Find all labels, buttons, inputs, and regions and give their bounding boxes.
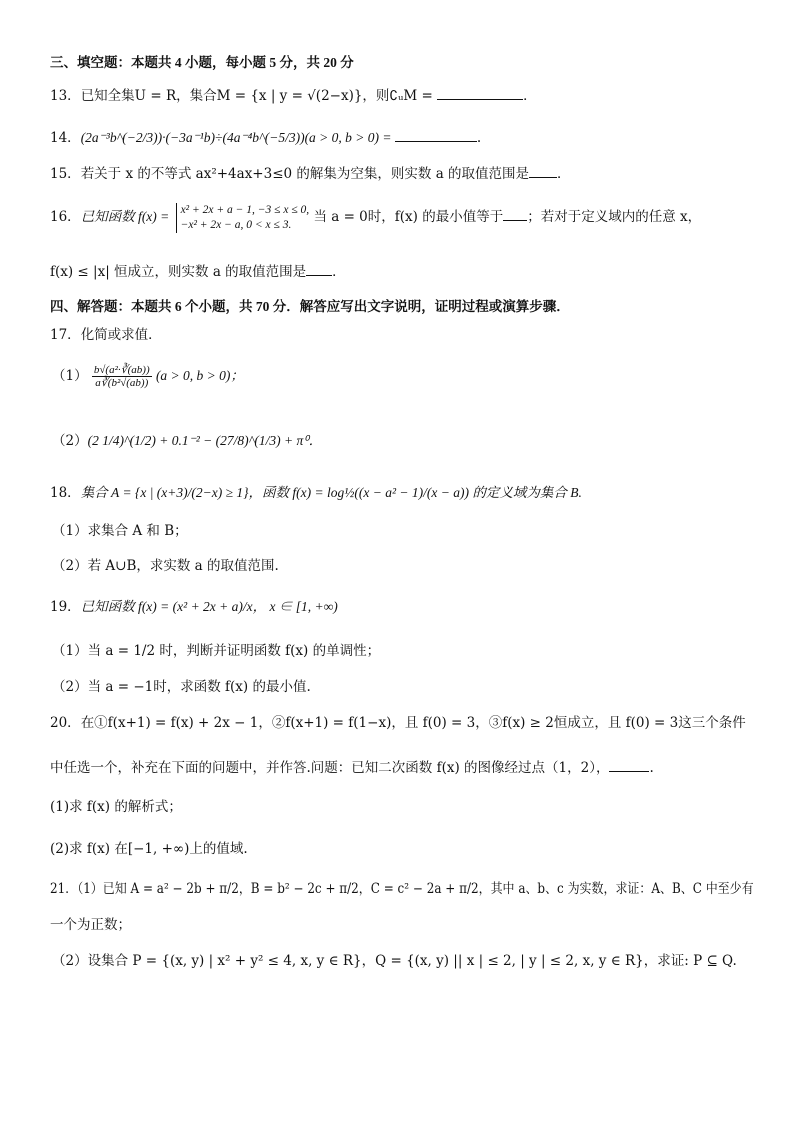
question-16 [50, 200, 701, 234]
piecewise-case-1: x² + 2x + a − 1, −3 ≤ x ≤ 0, [180, 203, 310, 216]
question-21-part-2: （2）设集合 P = {(x, y) | x² + y² ≤ 4, x, y ∈ R}，Q = {(x, y) || x | ≤ 2, | y | ≤ 2, x, y ∈ R}，求证: P ⊆ Q. [52, 953, 737, 969]
question-text: 化简或求值． [80, 327, 162, 343]
question-text: 集合 A = {x | (x+3)/(2−x) ≥ 1}，函数 f(x) = log½((x − a² − 1)/(x − a)) 的定义域为集合 B. [80, 485, 582, 500]
part-label: （1） [52, 368, 88, 384]
expression: (2 1/4)^(1/2) + 0.1⁻² − (27/8)^(1/3) + π⁰． [87, 433, 323, 448]
section-4-heading: 四、解答题：本题共 6 个小题，共 70 分．解答应写出文字说明，证明过程或演算步骤． [50, 299, 570, 314]
question-text: 若关于 x 的不等式 ax²+4ax+3≤0 的解集为空集，则实数 a 的取值范围是 [80, 166, 530, 182]
question-19-part-2: （2）当 a = −1时，求函数 f(x) 的最小值. [52, 679, 311, 695]
condition: (a > 0, b > 0)； [155, 368, 244, 383]
question-number: 17． [50, 327, 81, 343]
question-18-part-2: （2）若 A∪B，求实数 a 的取值范围. [52, 558, 279, 574]
piecewise-case-2: −x² + 2x − a, 0 < x ≤ 3. [180, 218, 292, 231]
question-21 [50, 880, 754, 898]
question-expression: (2a⁻³b^(−2/3))·(−3a⁻¹b)÷(4a⁻⁴b^(−5/3))(a > 0, b > 0) = [80, 130, 395, 145]
question-13: 13．已知全集U = R，集合M = {x | y = √(2−x)}，则∁ᵤM = ． [50, 88, 537, 104]
question-20-part-2: (2)求 f(x) 在[−1, +∞)上的值域. [50, 841, 248, 857]
question-20-part-1: (1)求 f(x) 的解析式； [50, 799, 182, 815]
question-17-part-1 [52, 360, 244, 392]
question-20-line-2 [50, 758, 654, 777]
section-3-heading: 三、填空题：本题共 4 小题，每小题 5 分，共 20 分 [50, 55, 354, 70]
question-19 [50, 598, 338, 616]
answer-blank [306, 262, 332, 276]
question-15 [50, 164, 571, 183]
answer-blank [529, 164, 557, 178]
question-text: 在①f(x+1) = f(x) + 2x − 1，②f(x+1) = f(1−x)，且 f(0) = 3，③f(x) ≥ 2恒成立，且 f(0) = 3这三个条件 [80, 715, 746, 731]
punctuation: . [649, 760, 654, 776]
question-16-line-2 [50, 262, 346, 281]
question-number: 18． [50, 485, 81, 501]
question-text: 已知全集U = R，集合M = {x | y = √(2−x)}，则∁ᵤM = [80, 88, 438, 104]
piecewise-function [176, 203, 310, 233]
answer-blank [437, 86, 523, 100]
answer-blank [395, 128, 477, 142]
question-number: 15． [50, 166, 81, 182]
question-17 [50, 326, 162, 344]
question-20 [50, 714, 746, 732]
question-number: 14． [50, 130, 81, 146]
question-text: f(x) ≤ |x| 恒成立，则实数 a 的取值范围是 [50, 264, 307, 280]
numerator: b√(a²·∛(ab)) [93, 364, 150, 376]
question-text-cont: ；若对于定义域内的任意 x， [527, 209, 702, 225]
question-number: 20． [50, 715, 81, 731]
question-19-part-1: （1）当 a = 1/2 时，判断并证明函数 f(x) 的单调性； [52, 643, 381, 659]
punctuation: ． [557, 166, 571, 182]
question-text: 已知函数 f(x) = (x² + 2x + a)/x， x ∈ [1, +∞) [80, 599, 338, 614]
answer-blank [609, 758, 649, 772]
function-lead: 已知函数 f(x) = [80, 209, 170, 224]
question-number: 13． [50, 88, 81, 104]
question-number: 21． [50, 881, 78, 897]
question-number: 16． [50, 209, 81, 225]
question-text: （1）已知 A = a² − 2b + π/2，B = b² − 2c + π/2，C = c² − 2a + π/2，其中 a、b、c 为实数，求证：A、B、C 中至少有 [77, 881, 754, 897]
question-text: 当 a = 0时，f(x) 的最小值等于 [313, 209, 504, 225]
punctuation: ． [332, 264, 346, 280]
question-number: 19． [50, 599, 81, 615]
fraction [92, 364, 152, 389]
question-18-part-1: （1）求集合 A 和 B； [52, 523, 188, 539]
question-text: 中任选一个，补充在下面的问题中，并作答.问题：已知二次函数 f(x) 的图像经过点（1，2）， [50, 760, 610, 776]
question-17-part-2 [52, 432, 322, 450]
part-label: （2） [52, 433, 88, 449]
question-21-line-2: 一个为正数； [50, 917, 131, 933]
answer-blank [503, 207, 527, 221]
question-14: 14．(2a⁻³b^(−2/3))·(−3a⁻¹b)÷(4a⁻⁴b^(−5/3))(a > 0, b > 0) = . [50, 130, 482, 146]
question-18 [50, 484, 582, 502]
denominator: a∛(b²√(ab)) [95, 377, 149, 389]
